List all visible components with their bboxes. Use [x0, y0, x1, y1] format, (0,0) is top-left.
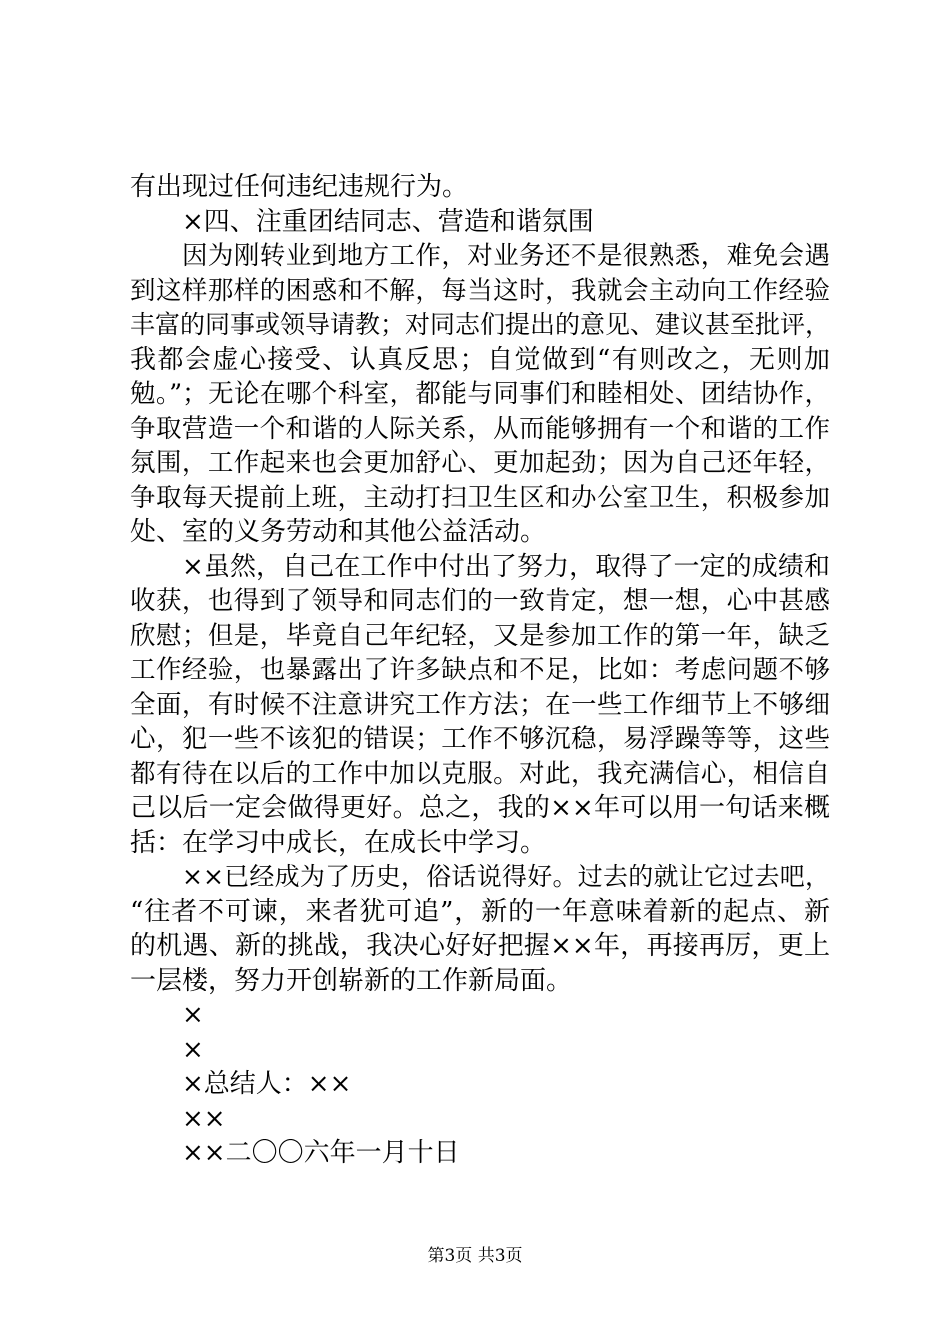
text-line: 的机遇、新的挑战，我决心好好把握××年，再接再厉，更上: [130, 931, 830, 961]
text-line: ××: [182, 1103, 226, 1134]
text-line: ×虽然，自己在工作中付出了努力，取得了一定的成绩和: [182, 551, 830, 582]
text-line: 全面，有时候不注意讲究工作方法；在一些工作细节上不够细: [130, 689, 830, 720]
text-line: ×: [182, 1000, 204, 1030]
text-line: 工作经验，也暴露出了许多缺点和不足，比如：考虑问题不够: [130, 655, 830, 685]
text-line: ××已经成为了历史，俗话说得好。过去的就让它过去吧，: [182, 862, 830, 891]
text-line: 有出现过任何违纪违规行为。: [130, 172, 469, 202]
text-line: ×四、注重团结同志、营造和谐氛围: [182, 206, 594, 237]
text-line: 一层楼，努力开创崭新的工作新局面。: [130, 965, 573, 996]
text-line: 处、室的义务劳动和其他公益活动。: [130, 517, 547, 547]
text-line: 因为刚转业到地方工作，对业务还不是很熟悉，难免会遇: [182, 241, 830, 271]
text-line: 勉。”；无论在哪个科室，都能与同事们和睦相处、团结协作，: [130, 379, 830, 409]
text-line: ×总结人：××: [182, 1069, 352, 1099]
text-line: 我都会虚心接受、认真反思；自觉做到“有则改之，无则加: [130, 344, 830, 375]
text-line: 争取营造一个和谐的人际关系，从而能够拥有一个和谐的工作: [130, 413, 830, 444]
text-line: 到这样那样的困惑和不解，每当这时，我就会主动向工作经验: [130, 275, 830, 306]
text-line: “往者不可谏，来者犹可追”，新的一年意味着新的起点、新: [130, 896, 830, 927]
text-line: 己以后一定会做得更好。总之，我的××年可以用一句话来概: [130, 793, 830, 823]
document-body: [130, 170, 830, 1171]
text-line: ××二〇〇六年一月十日: [182, 1138, 460, 1168]
text-line: 都有待在以后的工作中加以克服。对此，我充满信心，相信自: [130, 758, 830, 789]
text-line: 收获，也得到了领导和同志们的一致肯定，想一想，心中甚感: [130, 586, 830, 616]
page-footer: 第3页 共3页: [427, 1246, 523, 1266]
text-line: 氛围，工作起来也会更加舒心、更加起劲；因为自己还年轻，: [130, 448, 830, 478]
text-line: 争取每天提前上班，主动打扫卫生区和办公室卫生，积极参加: [130, 482, 830, 513]
text-line: 心，犯一些不该犯的错误；工作不够沉稳，易浮躁等等，这些: [130, 724, 830, 754]
text-line: 丰富的同事或领导请教；对同志们提出的意见、建议甚至批评，: [130, 310, 830, 339]
text-line: 欣慰；但是，毕竟自己年纪轻，又是参加工作的第一年，缺乏: [130, 620, 830, 651]
text-line: ×: [182, 1034, 204, 1065]
text-line: 括：在学习中成长，在成长中学习。: [130, 827, 547, 858]
